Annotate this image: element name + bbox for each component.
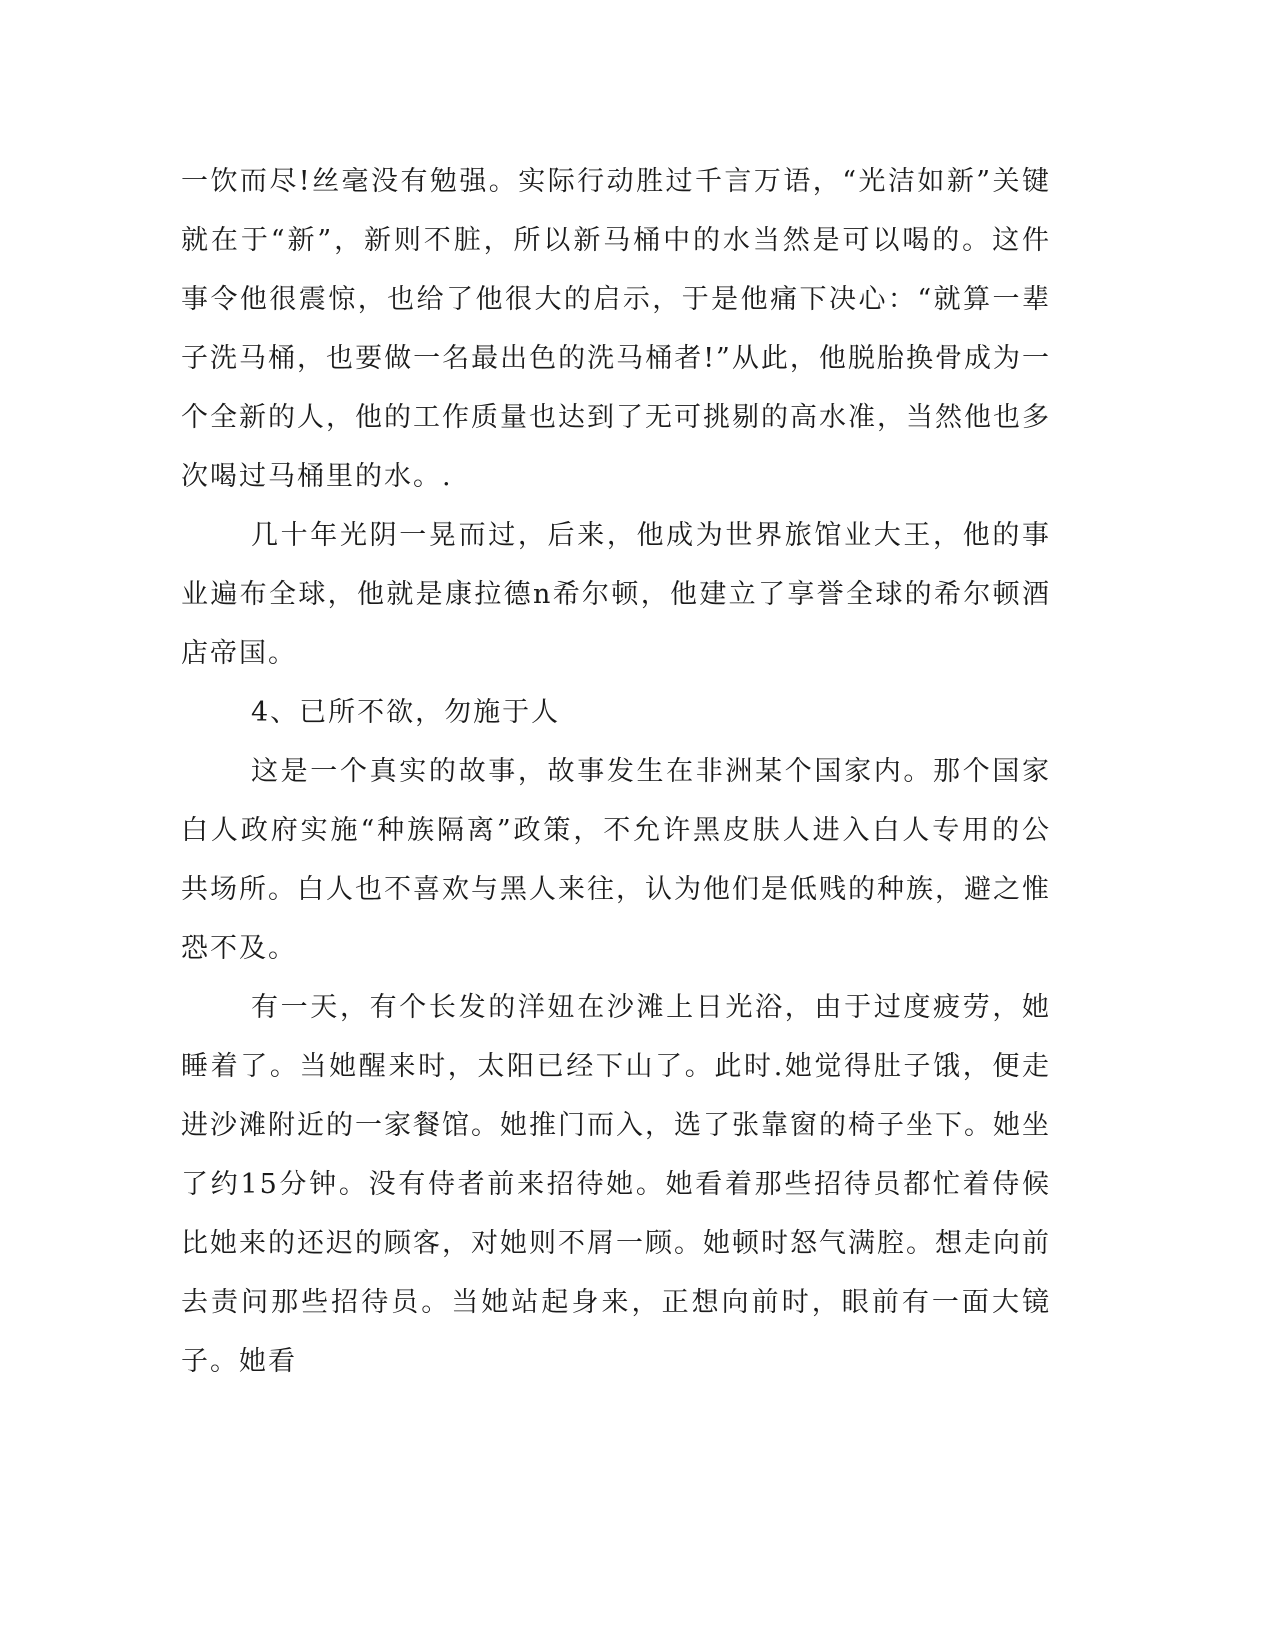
paragraph-restaurant: 有一天，有个长发的洋妞在沙滩上日光浴，由于过度疲劳，她睡着了。当她醒来时，太阳已经下山了。此时.她觉得肚子饿，便走进沙滩附近的一家餐馆。她推门而入，选了张靠窗的椅子坐下。她坐了约15分钟。没有侍者前来招待她。她看着那些招待员都忙着侍候比她来的还迟的顾客，对她则不屑一顾。她顿时怒气满腔。想走向前去责问那些招待员。当她站起身来，正想向前时，眼前有一面大镜子。她看 [181,992,1051,1377]
body-text [181,152,1051,1391]
paragraph-apartheid: 这是一个真实的故事，故事发生在非洲某个国家内。那个国家白人政府实施“种族隔离”政策，不允许黑皮肤人进入白人专用的公共场所。白人也不喜欢与黑人来往，认为他们是低贱的种族，避之惟恐不及。 [181,756,1051,964]
section-heading: 4、已所不欲，勿施于人 [251,697,561,728]
paragraph-hilton-toilet: 一饮而尽!丝毫没有勉强。实际行动胜过千言万语，“光洁如新”关键就在于“新”，新则不脏，所以新马桶中的水当然是可以喝的。这件事令他很震惊，也给了他很大的启示，于是他痛下决心：“就算一辈子洗马桶，也要做一名最出色的洗马桶者!”从此，他脱胎换骨成为一个全新的人，他的工作质量也达到了无可挑剔的高水准，当然他也多次喝过马桶里的水。. [181,166,1051,492]
paragraph-hilton-empire: 几十年光阴一晃而过，后来，他成为世界旅馆业大王，他的事业遍布全球，他就是康拉德n希尔顿，他建立了享誉全球的希尔顿酒店帝国。 [181,520,1051,669]
